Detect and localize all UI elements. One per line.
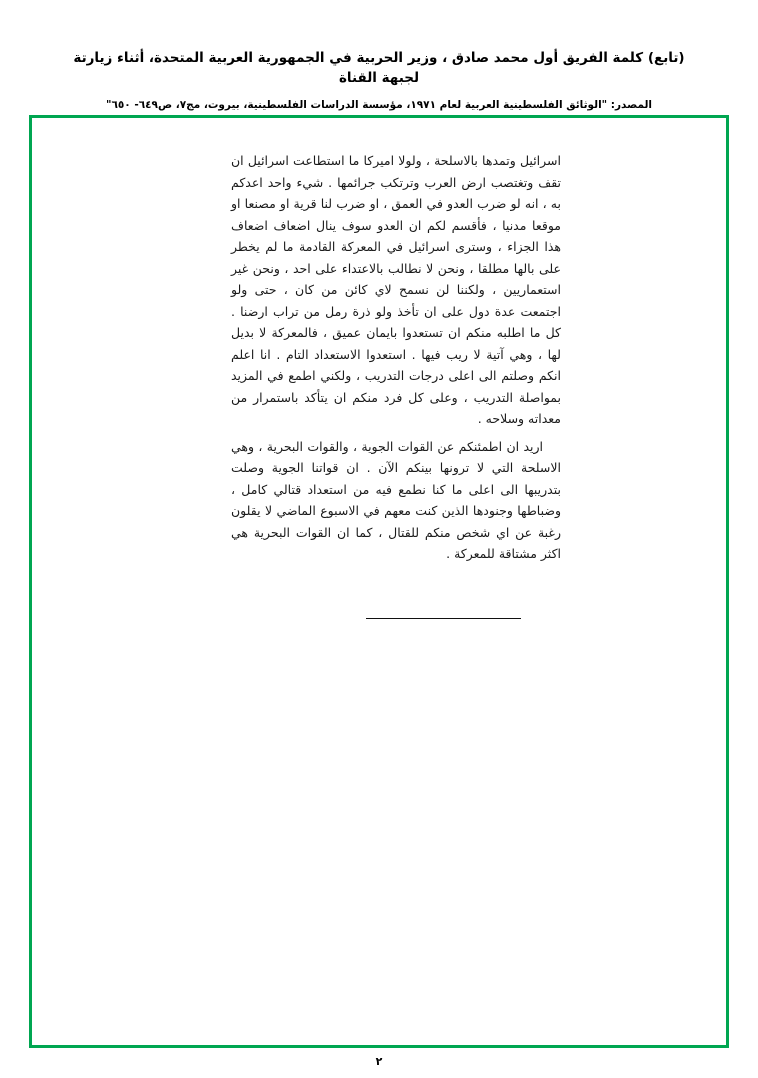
page-title: (تابع) كلمة الفريق أول محمد صادق ، وزير الحربية في الجمهورية العربية المتحدة، أثناء زيارتة لجبهة القناة (73, 50, 685, 87)
page-number: ٢ (375, 1055, 383, 1068)
document-body (231, 150, 561, 565)
paragraph-1: اسرائيل وتمدها بالاسلحة ، ولولا اميركا ما استطاعت اسرائيل ان تقف وتغتصب ارض العرب وترتكب جرائمها . شيء واحد اعدكم به ، انه لو ضرب العدو في العمق ، او ضرب لنا قرية او مصنعا او موقعا مدنيا ، فأقسم لكم ان العدو سوف ينال اضعاف اضعاف هذا الجزاء ، وسترى اسرائيل في المعركة القادمة ما لم يخطر على بالها مطلقا ، ونحن لا نطالب بالاعتداء على احد ، ونحن غير استعماريين ، ولكننا لن نسمح لاي كائن من كان ، حتى ولو اجتمعت عدة دول على ان تأخذ ولو ذرة رمل من تراب ارضنا . كل ما اطلبه منكم ان تستعدوا بايمان عميق ، فالمعركة لا بديل لها ، وهي آتية لا ريب فيها . استعدوا الاستعداد التام . انا اعلم انكم وصلتم الى اعلى درجات التدريب ، ولكني اطمع في المزيد بمواصلة التدريب ، وعلى كل فرد منكم ان يتأكد باستمرار من معداته وسلاحه . (231, 153, 561, 426)
document-source: المصدر: "الوثائق الفلسطينية العربية لعام ١٩٧١، مؤسسة الدراسات الفلسطينية، بيروت، مج٧، ص٦٤٩- ٦٥٠" (105, 98, 653, 111)
horizontal-rule (366, 618, 521, 619)
document-header (0, 48, 758, 112)
paragraph-2: اريد ان اطمئنكم عن القوات الجوية ، والقوات البحرية ، وهي الاسلحة التي لا ترونها بينكم الآن . ان قواتنا الجوية وصلت بتدريبها الى اعلى ما كنا نطمع فيه من استعداد قتالي كامل ، وضباطها وجنودها الذين كنت معهم في الاسبوع الماضي لا يقلون رغبة عن اي شخص منكم للقتال ، كما ان القوات البحرية هي اكثر مشتاقة للمعركة . (231, 438, 561, 561)
green-border-frame (29, 115, 729, 1048)
